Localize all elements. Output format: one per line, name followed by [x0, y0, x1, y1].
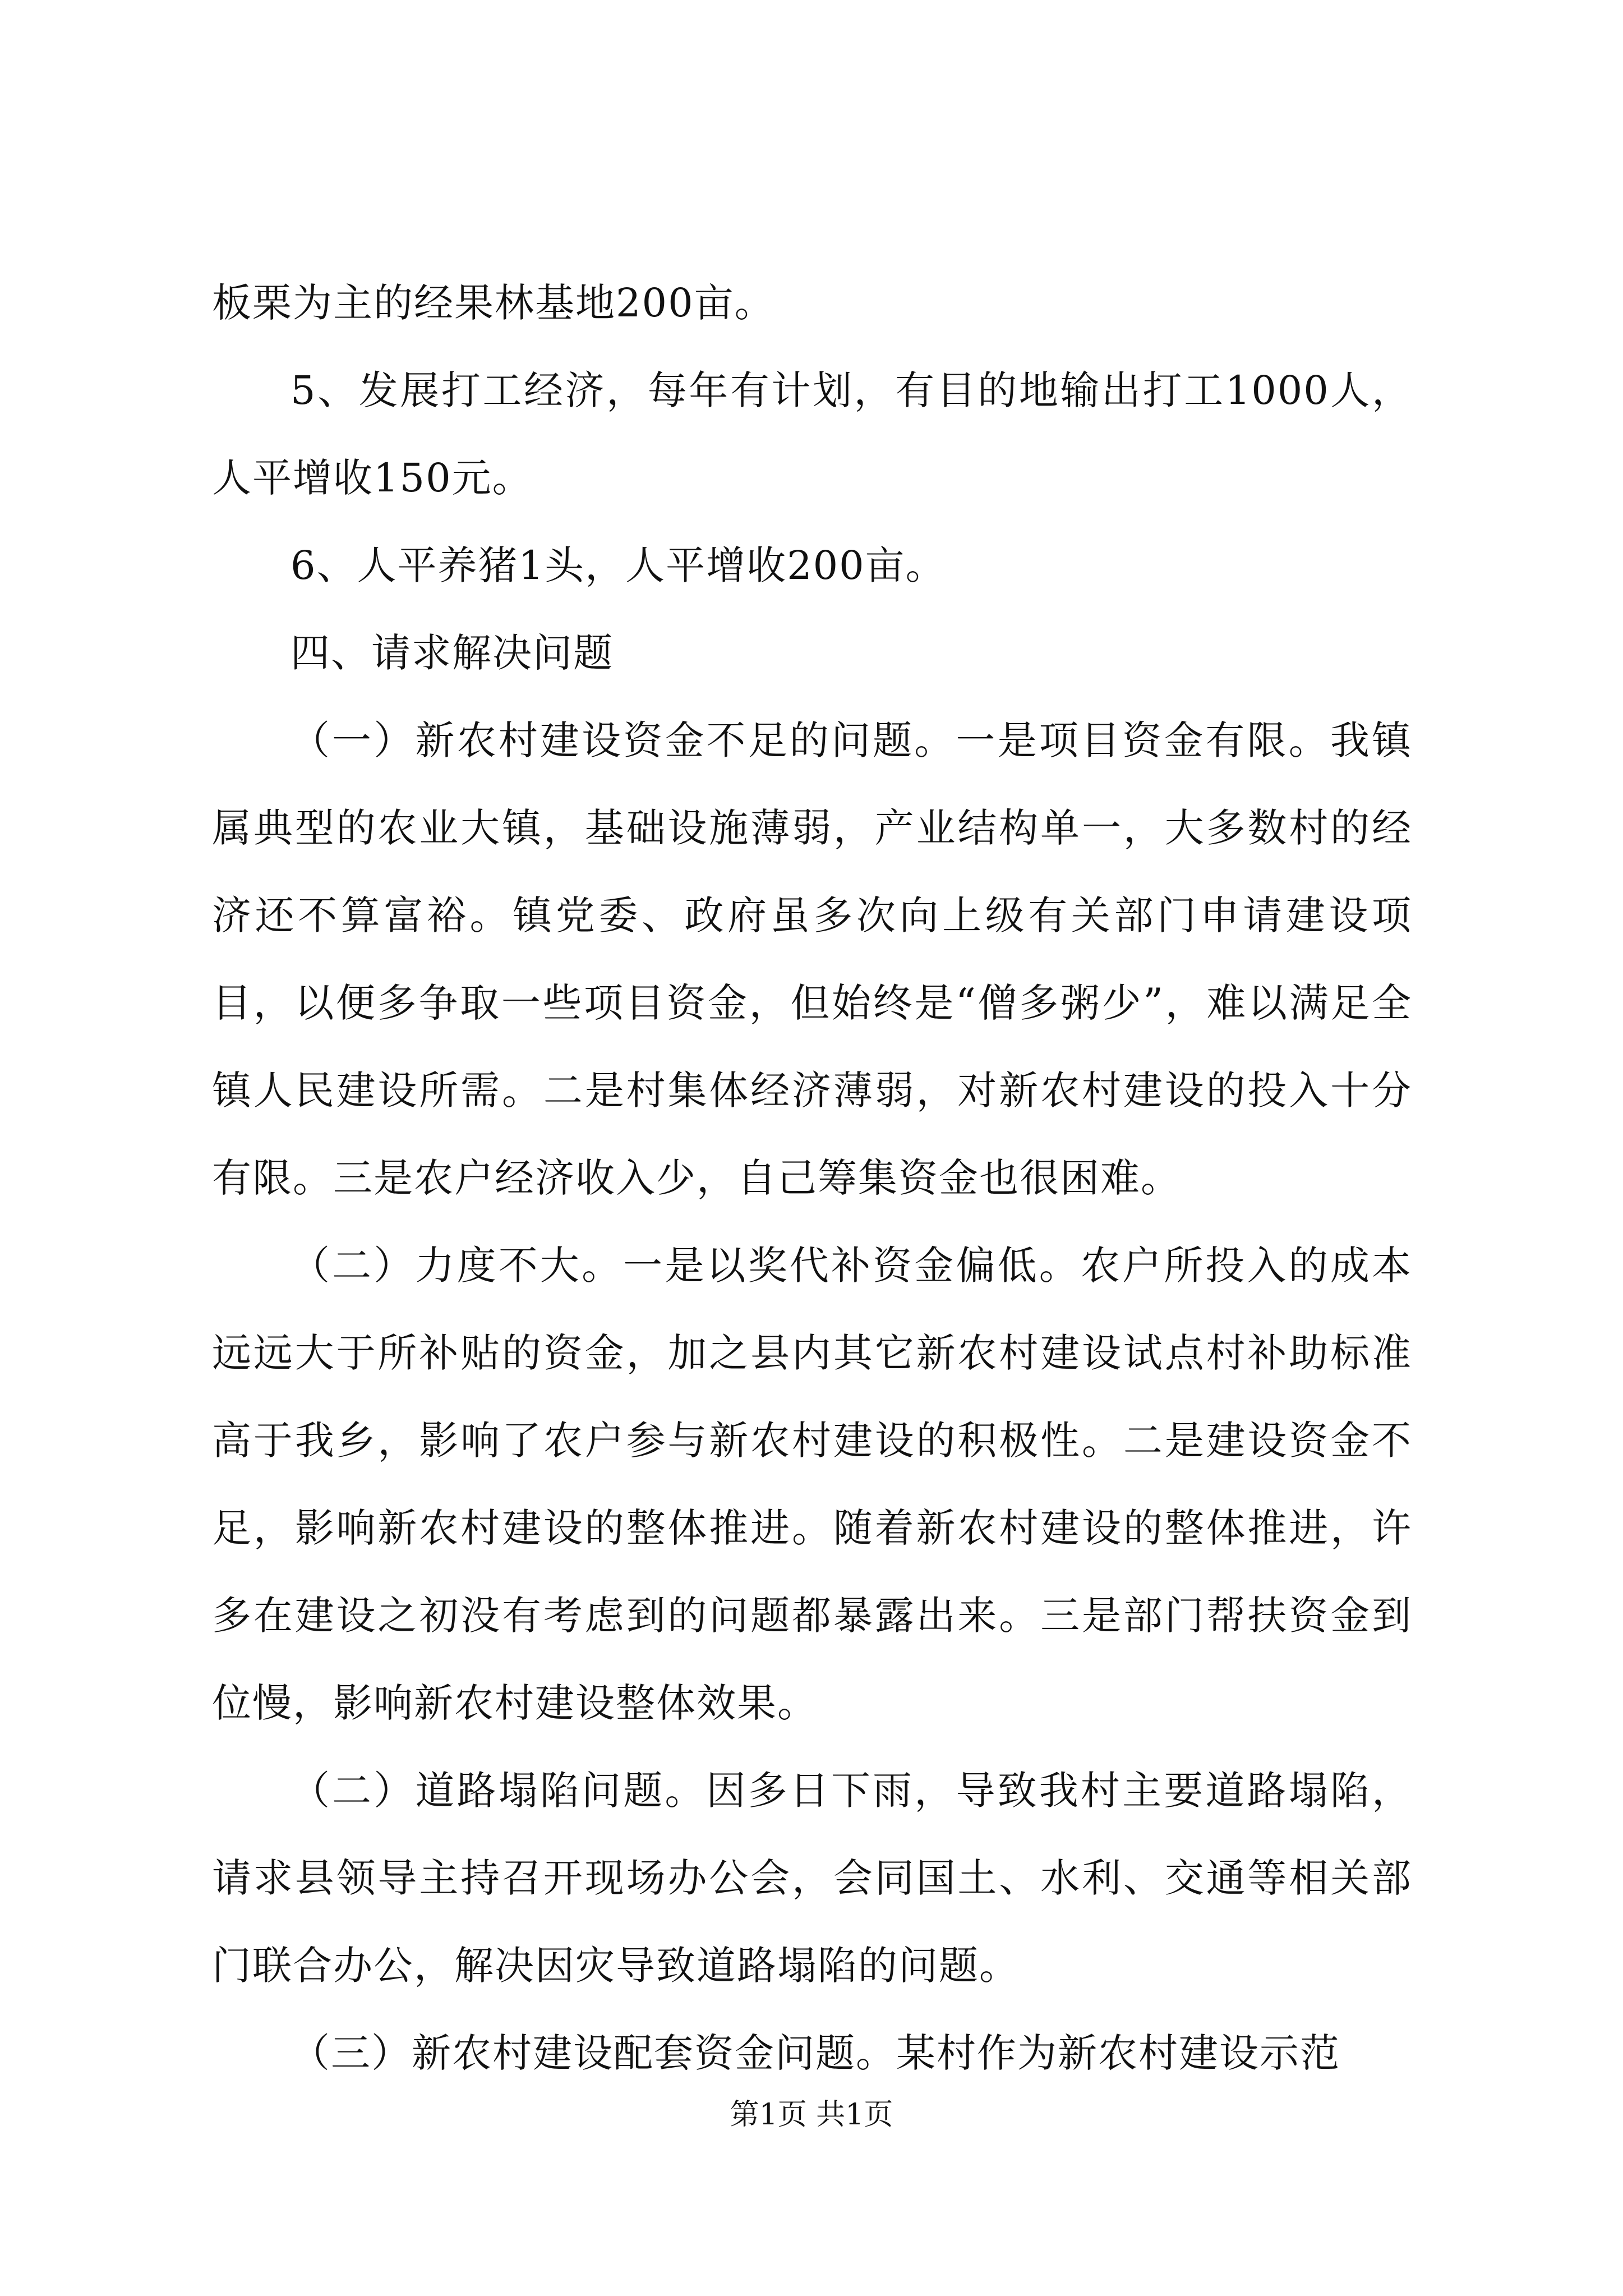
paragraph-issue-1: （一）新农村建设资金不足的问题。一是项目资金有限。我镇属典型的农业大镇，基础设施薄弱，产业结构单一，大多数村的经济还不算富裕。镇党委、政府虽多次向上级有关部门申请建设项目，以便多争取一些项目资金，但始终是“僧多粥少”，难以满足全镇人民建设所需。二是村集体经济薄弱，对新农村建设的投入十分有限。三是农户经济收入少，自己筹集资金也很困难。	[212, 717, 1412, 1201]
paragraph-issue-3: （三）新农村建设配套资金问题。某村作为新农村建设示范	[291, 2030, 1340, 2076]
page-footer	[0, 2095, 1623, 2134]
paragraph-item-6: 6、人平养猪1头，人平增收200亩。	[291, 542, 946, 588]
page-number-label: 第1页 共1页	[730, 2098, 893, 2132]
paragraph-item-5: 5、发展打工经济，每年有计划，有目的地输出打工1000人，人平增收150元。	[212, 367, 1412, 501]
paragraph-issue-2: （二）力度不大。一是以奖代补资金偏低。农户所投入的成本远远大于所补贴的资金，加之县内其它新农村建设试点村补助标准高于我乡，影响了农户参与新农村建设的积极性。二是建设资金不足，影响新农村建设的整体推进。随着新农村建设的整体推进，许多在建设之初没有考虑到的问题都暴露出来。三是部门帮扶资金到位慢，影响新农村建设整体效果。	[212, 1243, 1412, 1726]
paragraph-issue-2b: （二）道路塌陷问题。因多日下雨，导致我村主要道路塌陷，请求县领导主持召开现场办公会，会同国土、水利、交通等相关部门联合办公，解决因灾导致道路塌陷的问题。	[212, 1768, 1412, 1989]
section-heading-4: 四、请求解决问题	[291, 630, 614, 676]
document-body	[212, 259, 1412, 2097]
paragraph-continuation: 板栗为主的经果林基地200亩。	[212, 280, 775, 326]
